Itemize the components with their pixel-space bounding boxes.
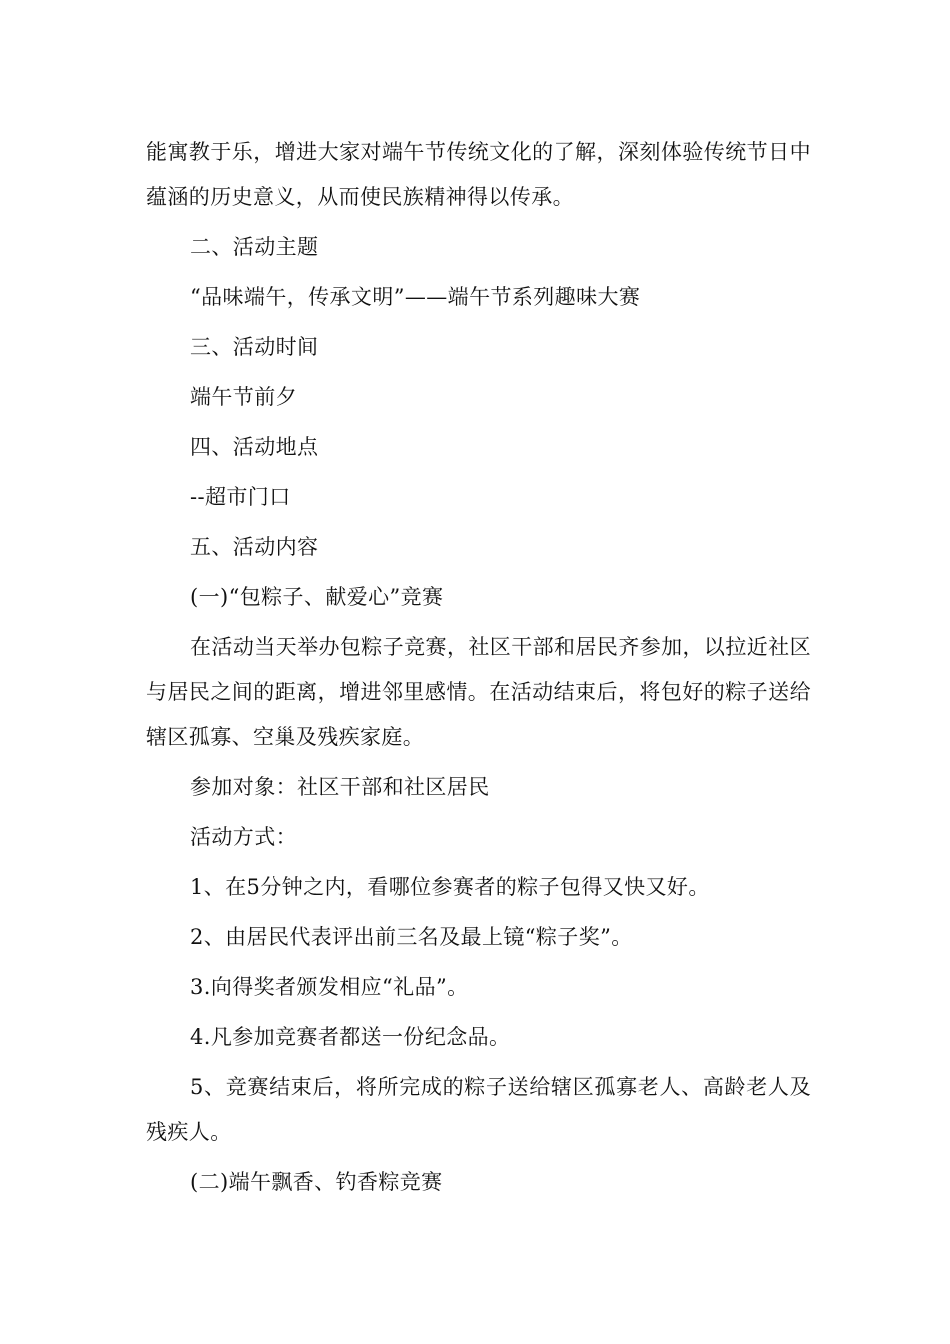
activity-method-label: 活动方式： bbox=[190, 825, 297, 849]
method-item-4: 4.凡参加竞赛者都送一份纪念品。 bbox=[190, 1025, 511, 1049]
subheading-fishing-zongzi-contest: (二)端午飘香、钓香粽竞赛 bbox=[190, 1170, 443, 1194]
heading-activity-content: 五、活动内容 bbox=[190, 535, 319, 559]
method-item-2: 2、由居民代表评出前三名及最上镜“粽子奖”。 bbox=[190, 925, 633, 949]
method-item-5: 5、竞赛结束后，将所完成的粽子送给辖区孤寡老人、高龄老人及残疾人。 bbox=[146, 1075, 811, 1144]
heading-activity-time: 三、活动时间 bbox=[190, 335, 319, 359]
method-item-3: 3.向得奖者颁发相应“礼品”。 bbox=[190, 975, 469, 999]
activity-theme-text: “品味端午，传承文明”——端午节系列趣味大赛 bbox=[190, 285, 641, 309]
activity-location-text: --超市门口 bbox=[190, 485, 291, 509]
activity-time-text: 端午节前夕 bbox=[190, 385, 297, 409]
heading-activity-location: 四、活动地点 bbox=[190, 435, 319, 459]
participants-text: 参加对象：社区干部和社区居民 bbox=[190, 775, 490, 799]
heading-activity-theme: 二、活动主题 bbox=[190, 235, 319, 259]
method-item-1: 1、在5分钟之内，看哪位参赛者的粽子包得又快又好。 bbox=[190, 875, 710, 899]
document-body bbox=[146, 130, 811, 1210]
subheading-zongzi-contest: (一)“包粽子、献爱心”竞赛 bbox=[190, 585, 444, 609]
paragraph-intro-continuation: 能寓教于乐，增进大家对端午节传统文化的了解，深刻体验传统节日中蕴涵的历史意义，从而使民族精神得以传承。 bbox=[146, 140, 811, 209]
zongzi-contest-description: 在活动当天举办包粽子竞赛，社区干部和居民齐参加，以拉近社区与居民之间的距离，增进邻里感情。在活动结束后，将包好的粽子送给辖区孤寡、空巢及残疾家庭。 bbox=[146, 635, 811, 749]
